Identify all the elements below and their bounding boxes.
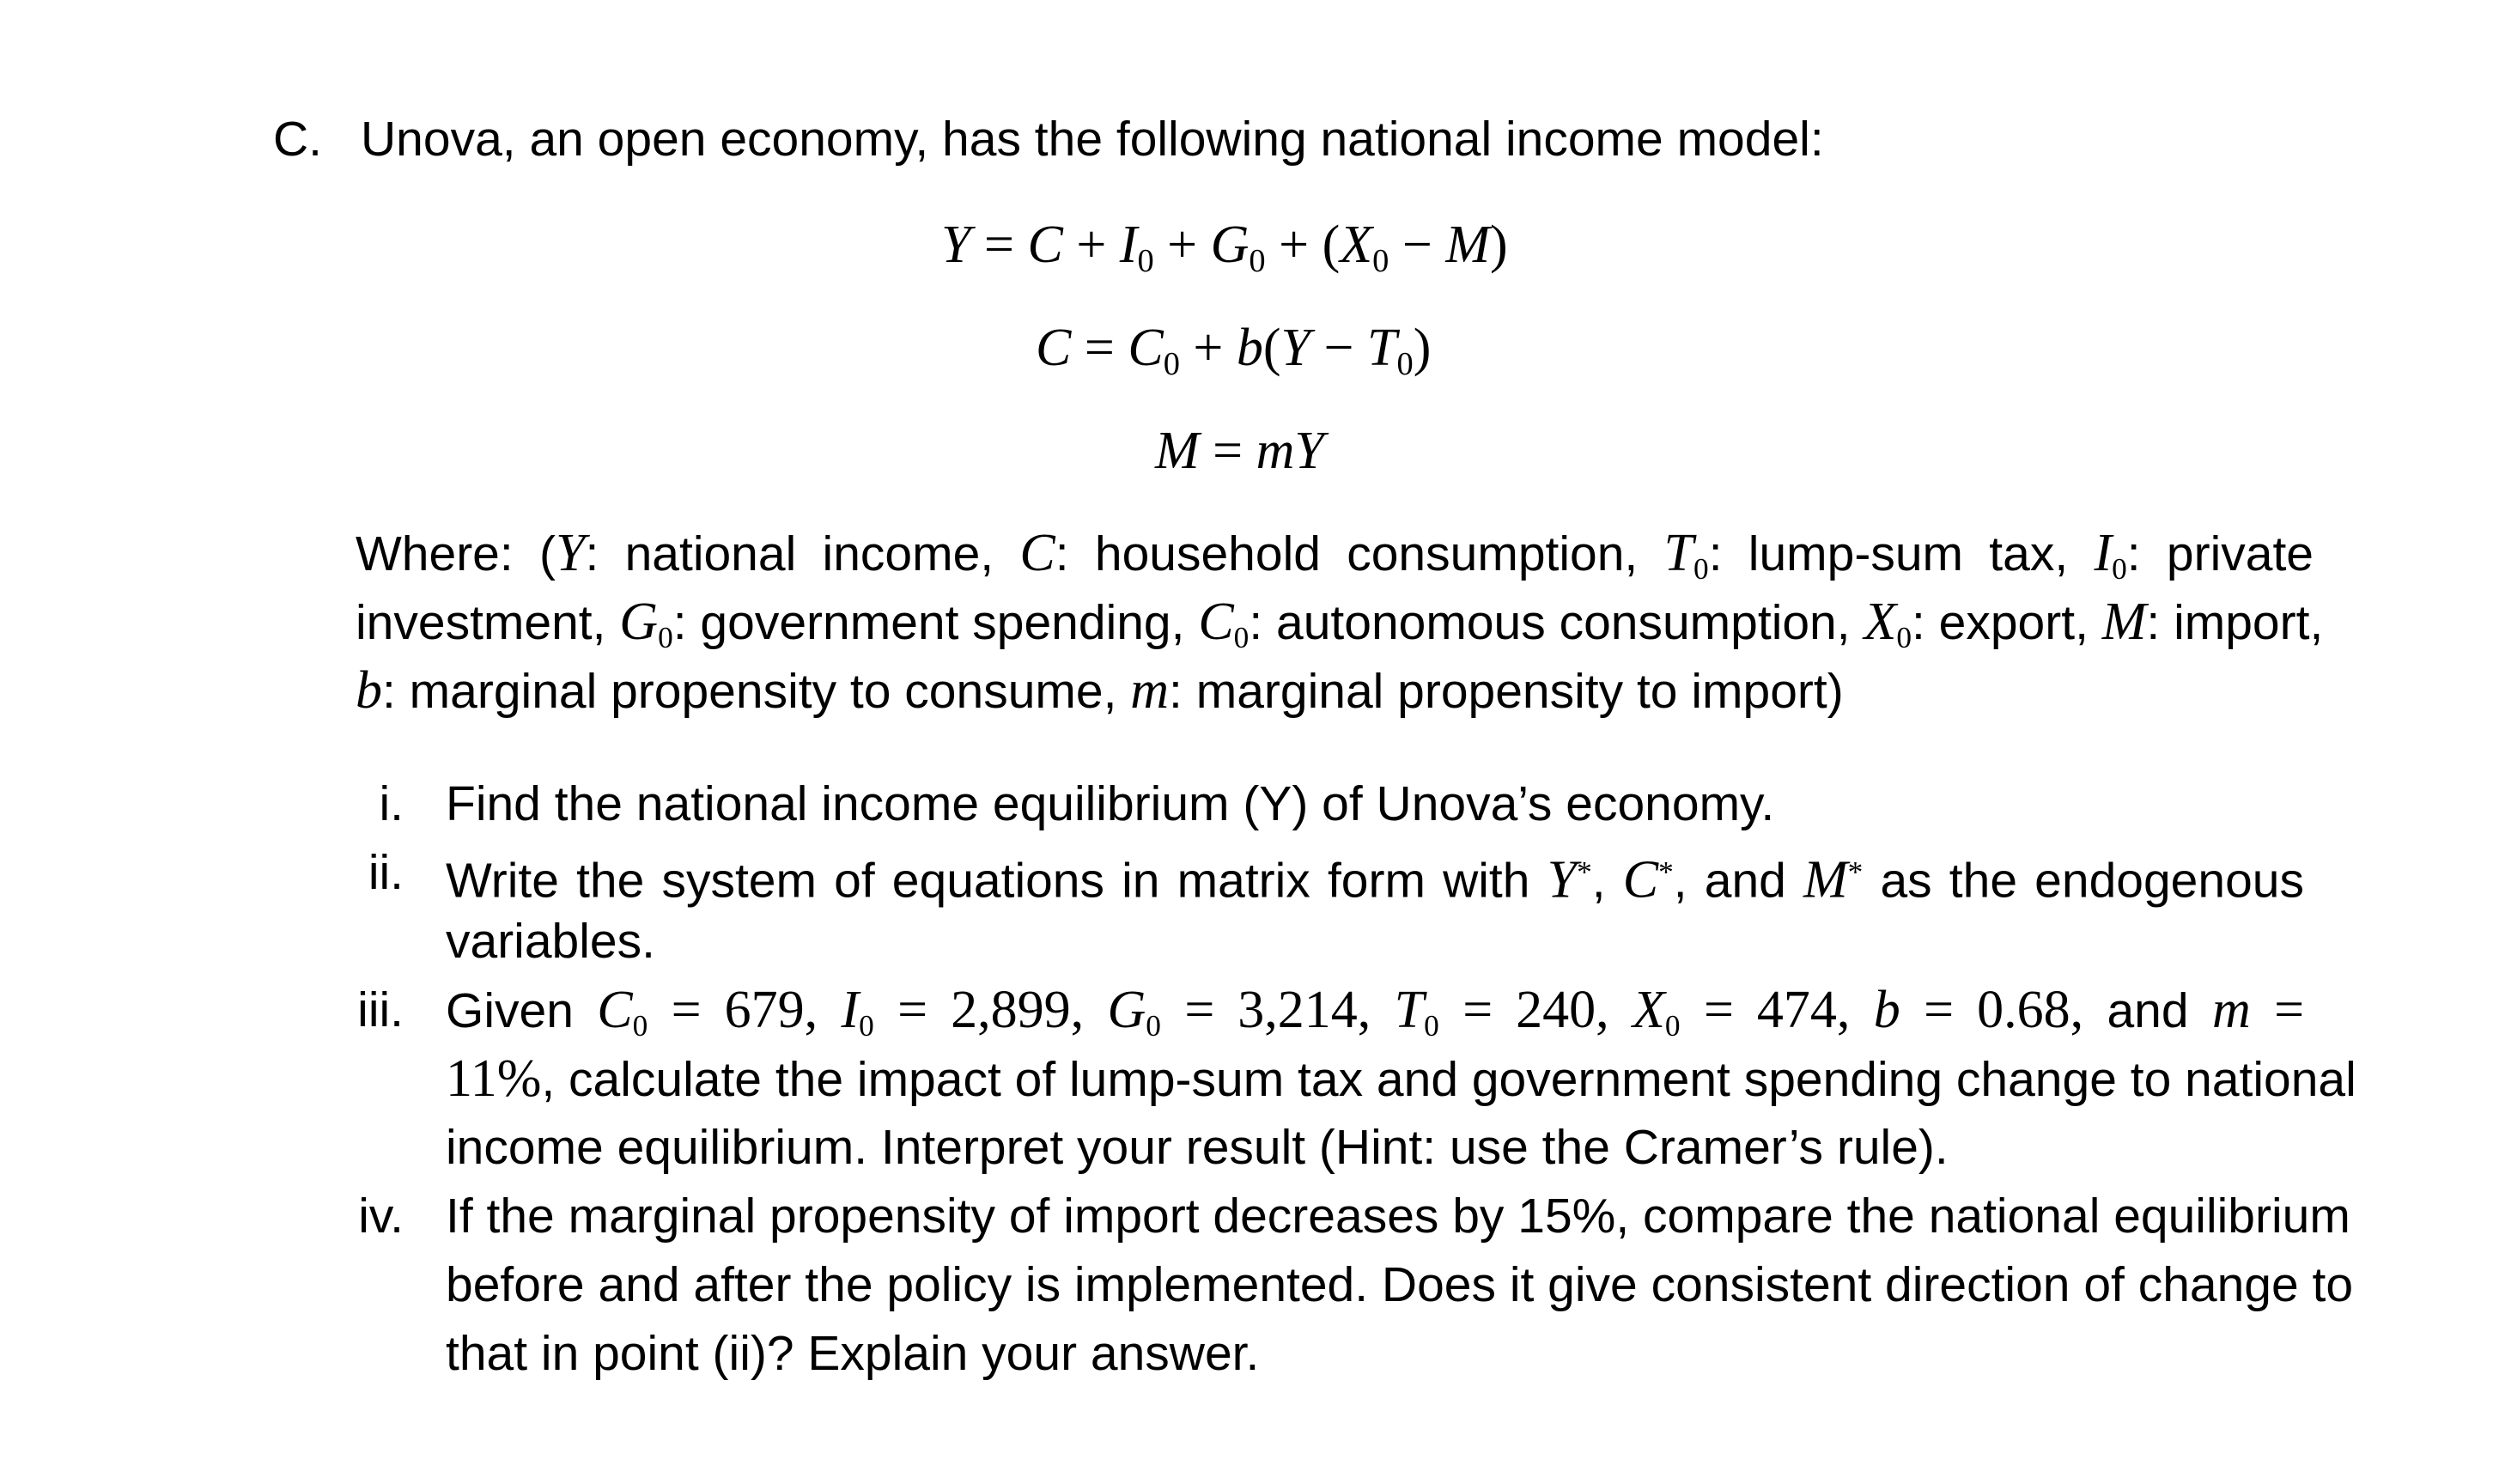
question-iii-line-3: income equilibrium. Interpret your result (Hint: use the Cramer’s rule). [446, 1120, 1949, 1175]
question-iv-line-2: before and after the policy is implemented. Does it give consistent direction of change to [446, 1257, 2354, 1312]
question-iv-line-3: that in point (ii)? Explain your answer. [446, 1326, 1260, 1381]
question-iv-line-1: If the marginal propensity of import decreases by 15%, compare the national equilibrium [446, 1189, 2350, 1244]
question-ii-line-1: Write the system of equations in matrix form with Y*, C*, and M* as the endogenous [446, 850, 2304, 909]
question-ii-line-2: variables. [446, 914, 655, 969]
equation-imports: M = mY [1155, 422, 1324, 480]
question-i-text: Find the national income equilibrium (Y) of Unova’s economy. [446, 776, 1775, 831]
question-iii-label: iii. [357, 982, 404, 1037]
question-iii-line-2: 11%, calculate the impact of lump-sum tax and government spending change to national [446, 1049, 2356, 1108]
question-i-label: i. [379, 776, 404, 831]
question-iv-label: iv. [358, 1189, 404, 1244]
section-intro: Unova, an open economy, has the following national income model: [361, 112, 1824, 167]
equation-consumption: $C = C_0 + b(Y - T_0)$ [1036, 319, 1432, 382]
equation-national-income: $Y = C + I_0 + G_0 + (X_0 - M)$ [941, 216, 1508, 279]
where-line-2: investment, $G_0$: government spending, $C_0$: autonomous consumption, $X_0$: export, M: import, [356, 593, 2324, 654]
question-ii-label: ii. [368, 845, 404, 900]
question-iii-line-1: Given $C_0 = 679$, $I_0 = 2,899$, $G_0 = 3,214$, $T_0 = 240$, $X_0 = 474$, b = 0.68, and m = [446, 981, 2305, 1043]
section-label: C. [273, 112, 322, 167]
where-line-1: Where: (Y: national income, C: household consumption, $T_0$: lump-sum tax, $I_0$: private [356, 524, 2314, 586]
where-line-3: b: marginal propensity to consume, m: marginal propensity to import) [356, 661, 1844, 720]
